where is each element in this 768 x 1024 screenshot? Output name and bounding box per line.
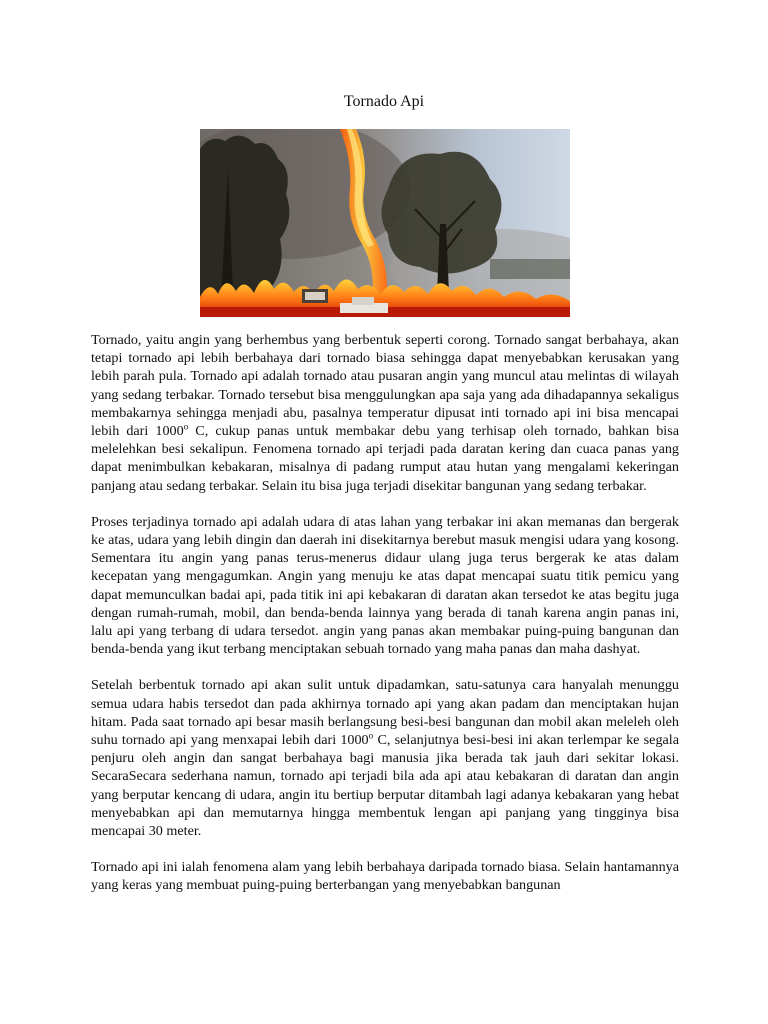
- article-body: [91, 331, 679, 913]
- document-title: Tornado Api: [343, 93, 425, 110]
- paragraph-3: [91, 676, 679, 840]
- paragraph-4-text: Tornado api ini ialah fenomena alam yang lebih berbahaya daripada tornado biasa. Selain hantamannya yang keras yang membuat puing-puing berterbangan yang menyebabkan bangunan: [91, 859, 679, 894]
- paragraph-1-part-2: C, cukup panas untuk membakar debu yang terhisap oleh tornado, bahkan bisa melelehkan besi sekalipun. Fenomena tornado api terjadi pada daratan kering dan cuaca panas yang dapat menimbulkan kebakaran, misalnya di padang rumput atau hutan yang mengalami kekeringan panjang atau sedang terbakar. Selain itu bisa juga terjadi disekitar bangunan yang sedang terbakar.: [91, 423, 679, 494]
- paragraph-3-part-2: C, selanjutnya besi-besi ini akan terlempar ke segala penjuru oleh angin dan sangat berbahaya bagi manusia jika berada tak jauh dari sekitar lokasi. SecaraSecara sederhana namun, tornado api terjadi bila ada api atau kebakaran di daratan dan angin yang berputar kencang di udara, angin itu bertiup berputar ditambah lagi adanya kebakaran yang hebat menyebabkan api dan memutarnya hingga membentuk lengan api panjang yang tingginya bisa mencapai 30 meter.: [91, 732, 679, 840]
- paragraph-2: [91, 513, 679, 659]
- degree-superscript: o: [183, 421, 189, 432]
- paragraph-4: [91, 858, 679, 894]
- paragraph-1: [91, 331, 679, 495]
- paragraph-3-part-1: Setelah berbentuk tornado api akan sulit untuk dipadamkan, satu-satunya cara hanyalah menunggu semua udara habis tersedot dan pada akhirnya tornado api yang akan padam dan menciptakan hujan hitam. Pada saat tornado api besar masih berlangsung besi-besi bangunan dan mobil akan meleleh oleh suhu tornado api yang menxapai lebih dari 1000: [91, 677, 679, 749]
- degree-superscript: o: [368, 730, 374, 741]
- paragraph-2-text: Proses terjadinya tornado api adalah udara di atas lahan yang terbakar ini akan memanas dan bergerak ke atas, udara yang lebih dingin dan daerah ini disekitarnya berebut masuk mengisi udara yang kosong. Sementara itu angin yang panas terus-menerus didaur ulang juga terus bergerak ke atas dalam kecepatan yang mengagumkan. Angin yang menuju ke atas dapat mencapai suatu titik pemicu yang dapat memunculkan badai api, pada titik ini api kebakaran di daratan akan tersedot ke atas begitu juga dengan rumah-rumah, mobil, dan benda-benda lainnya yang berada di tanah karena angin panas ini, lalu api yang terbang di udara tersedot. angin yang panas akan membakar puing-puing bangunan dan benda-benda yang ikut terbang menciptakan sebuah tornado yang maha panas dan maha dashyat.: [91, 513, 679, 658]
- tornado-photo-illustration: [200, 129, 570, 317]
- paragraph-1-part-1: Tornado, yaitu angin yang berhembus yang berbentuk seperti corong. Tornado sangat berbahaya, akan tetapi tornado api lebih berbahaya dari tornado biasa sehingga dapat menyebabkan kerusakan yang lebih parah pula. Tornado api adalah tornado atau pusaran angin yang muncul atau melintas di wilayah yang sedang terbakar. Tornado tersebut bisa menggulungkan apa saja yang ada dihadapannya sekaligus membakarnya sehingga menjadi abu, pasalnya temperatur dipusat inti tornado api ini bisa mencapai lebih dari 1000: [91, 332, 679, 440]
- tornado-photo: [200, 129, 570, 317]
